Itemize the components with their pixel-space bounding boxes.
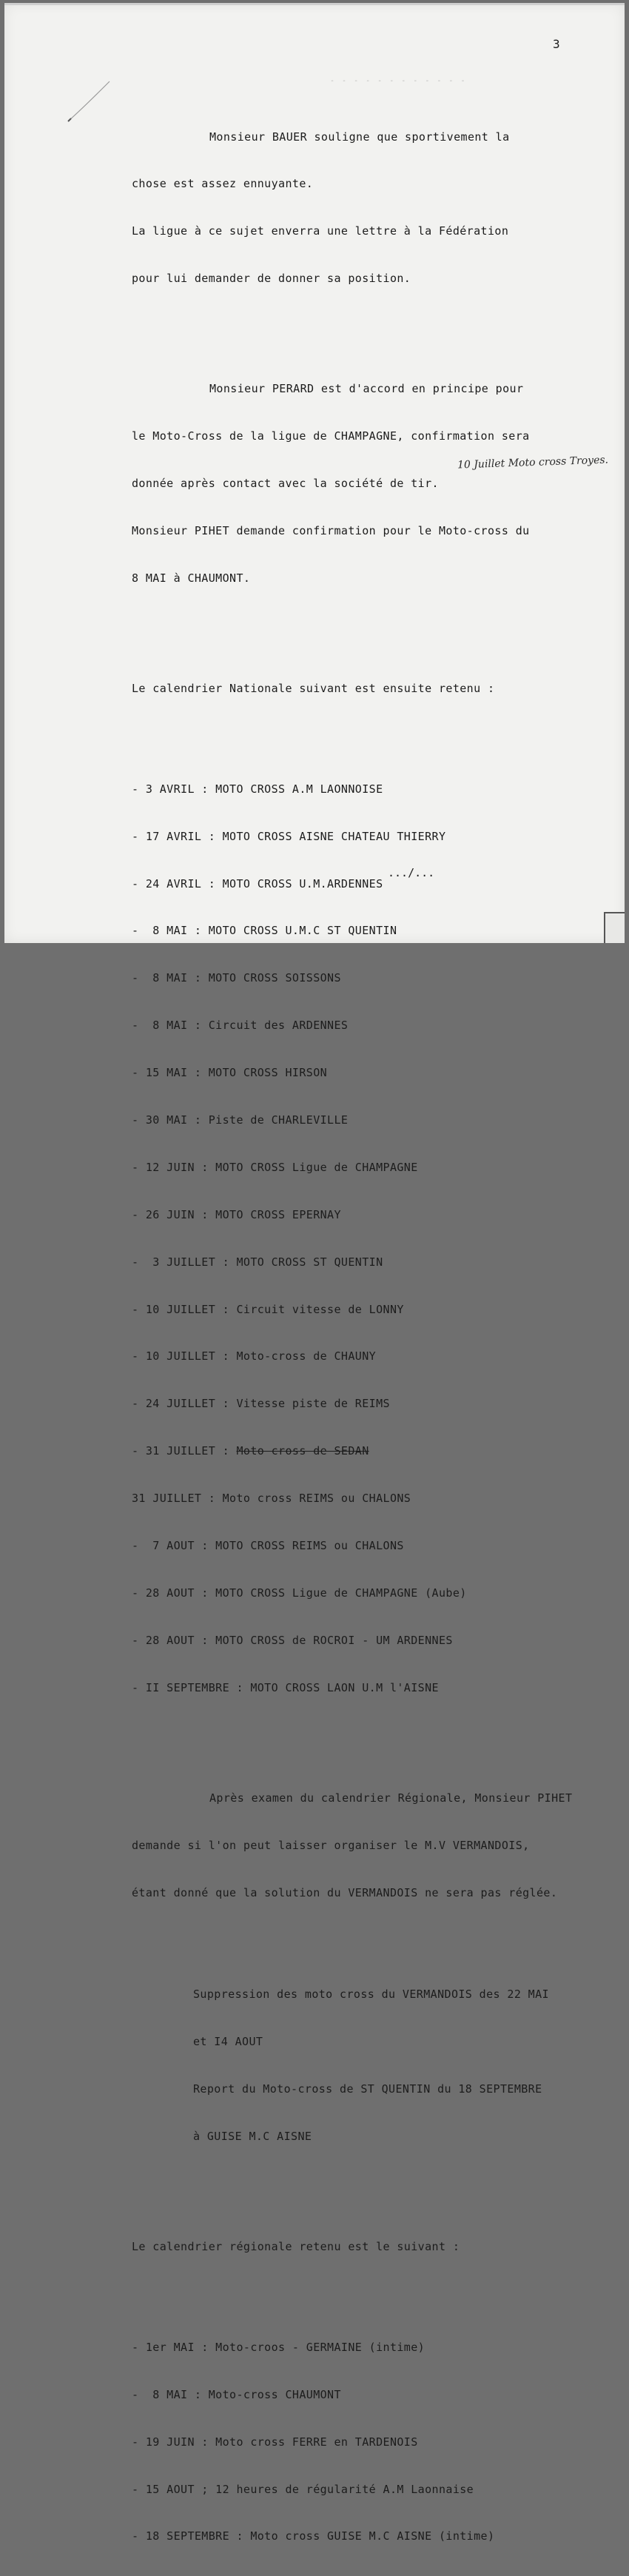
p4-line-1: Suppression des moto cross du VERMANDOIS des 22 MAI xyxy=(193,1988,549,2002)
page-number: 3 xyxy=(553,37,560,51)
page-corner xyxy=(604,912,625,943)
spacer-small xyxy=(132,1932,613,1939)
p1-line-1: Monsieur BAUER souligne que sportivement la xyxy=(209,130,510,144)
p3-line-1: Après examen du calendrier Régionale, Monsieur PIHET xyxy=(209,1791,573,1805)
national-item: - 8 MAI : MOTO CROSS SOISSONS xyxy=(132,971,341,985)
spacer xyxy=(132,318,613,334)
national-item: - 8 MAI : MOTO CROSS U.M.C ST QUENTIN xyxy=(132,924,397,938)
national-item: - II SEPTEMBRE : MOTO CROSS LAON U.M l'AISNE xyxy=(132,1680,439,1694)
page-top-edge xyxy=(4,3,625,5)
regional-item: - 19 JUIN : Moto cross FERRE en TARDENOIS xyxy=(132,2435,418,2449)
p3-line-3: étant donné que la solution du VERMANDOIS ne sera pas réglée. xyxy=(132,1885,558,1899)
spacer xyxy=(132,1728,613,1743)
p2-line-1: Monsieur PERARD est d'accord en principe pour xyxy=(209,382,524,396)
national-heading: Le calendrier Nationale suivant est ensuite retenu : xyxy=(132,681,495,695)
national-item: - 10 JUILLET : Moto-cross de CHAUNY xyxy=(132,1349,377,1364)
spacer xyxy=(132,618,613,634)
p2-line-2: le Moto-Cross de la ligue de CHAMPAGNE, confirmation sera xyxy=(132,429,530,443)
handwritten-annotation: 10 Juillet Moto cross Troyes. xyxy=(457,454,609,472)
national-item: - 10 JUILLET : Circuit vitesse de LONNY xyxy=(132,1302,404,1316)
national-item: - 28 AOUT : MOTO CROSS Ligue de CHAMPAGNE (Aube) xyxy=(132,1586,467,1600)
faint-dotted-line: - - - - - - - - - - - - xyxy=(330,77,467,85)
national-item: - 26 JUIN : MOTO CROSS EPERNAY xyxy=(132,1207,341,1221)
national-item: - 12 JUIN : MOTO CROSS Ligue de CHAMPAGNE xyxy=(132,1160,418,1174)
document-body xyxy=(132,98,613,2576)
regional-item: - 15 AOUT ; 12 heures de régularité A.M Laonnaise xyxy=(132,2482,474,2496)
spacer-small xyxy=(132,728,613,734)
p2-line-5: 8 MAI à CHAUMONT. xyxy=(132,571,251,585)
continuation-mark: .../... xyxy=(388,866,435,879)
p4-line-2: et I4 AOUT xyxy=(193,2035,263,2049)
p1-line-2: chose est assez ennuyante. xyxy=(132,177,314,191)
regional-item: - 8 MAI : Moto-cross CHAUMONT xyxy=(132,2387,341,2401)
spacer xyxy=(132,2176,613,2192)
national-item: - 30 MAI : Piste de CHARLEVILLE xyxy=(132,1113,349,1127)
national-item: - 17 AVRIL : MOTO CROSS AISNE CHATEAU THIERRY xyxy=(132,829,446,843)
national-item-struck xyxy=(132,1443,613,1459)
national-item: - 3 AVRIL : MOTO CROSS A.M LAONNOISE xyxy=(132,782,383,796)
struck-item-text: Moto cross de SEDAN xyxy=(236,1444,369,1458)
national-item: - 24 JUILLET : Vitesse piste de REIMS xyxy=(132,1397,390,1411)
national-item: - 7 AOUT : MOTO CROSS REIMS ou CHALONS xyxy=(132,1539,404,1553)
pencil-mark-icon xyxy=(53,77,112,136)
struck-item-prefix: - 31 JUILLET : xyxy=(132,1444,237,1458)
regional-heading: Le calendrier régionale retenu est le suivant : xyxy=(132,2240,460,2254)
p3-line-2: demande si l'on peut laisser organiser le M.V VERMANDOIS, xyxy=(132,1838,530,1852)
p2-line-4: Monsieur PIHET demande confirmation pour le Moto-cross du xyxy=(132,524,530,538)
p2-line-3: donnée après contact avec la société de tir. xyxy=(132,477,439,491)
national-item: - 15 MAI : MOTO CROSS HIRSON xyxy=(132,1066,328,1080)
spacer-small xyxy=(132,2287,613,2292)
national-item: - 24 AVRIL : MOTO CROSS U.M.ARDENNES xyxy=(132,876,383,890)
document-page xyxy=(4,3,625,2543)
national-item: - 8 MAI : Circuit des ARDENNES xyxy=(132,1019,349,1033)
p4-line-3: Report du Moto-cross de ST QUENTIN du 18 SEPTEMBRE xyxy=(193,2082,542,2096)
national-item: - 28 AOUT : MOTO CROSS de ROCROI - UM ARDENNES xyxy=(132,1633,453,1647)
p1-line-3: La ligue à ce sujet enverra une lettre à la Fédération xyxy=(132,224,509,238)
national-item: 31 JUILLET : Moto cross REIMS ou CHALONS xyxy=(132,1492,411,1506)
p4-line-4: à GUISE M.C AISNE xyxy=(193,2130,312,2143)
p1-line-4: pour lui demander de donner sa position. xyxy=(132,272,411,286)
national-item: - 3 JUILLET : MOTO CROSS ST QUENTIN xyxy=(132,1255,383,1269)
regional-item: - 18 SEPTEMBRE : Moto cross GUISE M.C AISNE (intime) xyxy=(132,2529,495,2543)
regional-item: - 1er MAI : Moto-croos - GERMAINE (intime) xyxy=(132,2340,426,2354)
